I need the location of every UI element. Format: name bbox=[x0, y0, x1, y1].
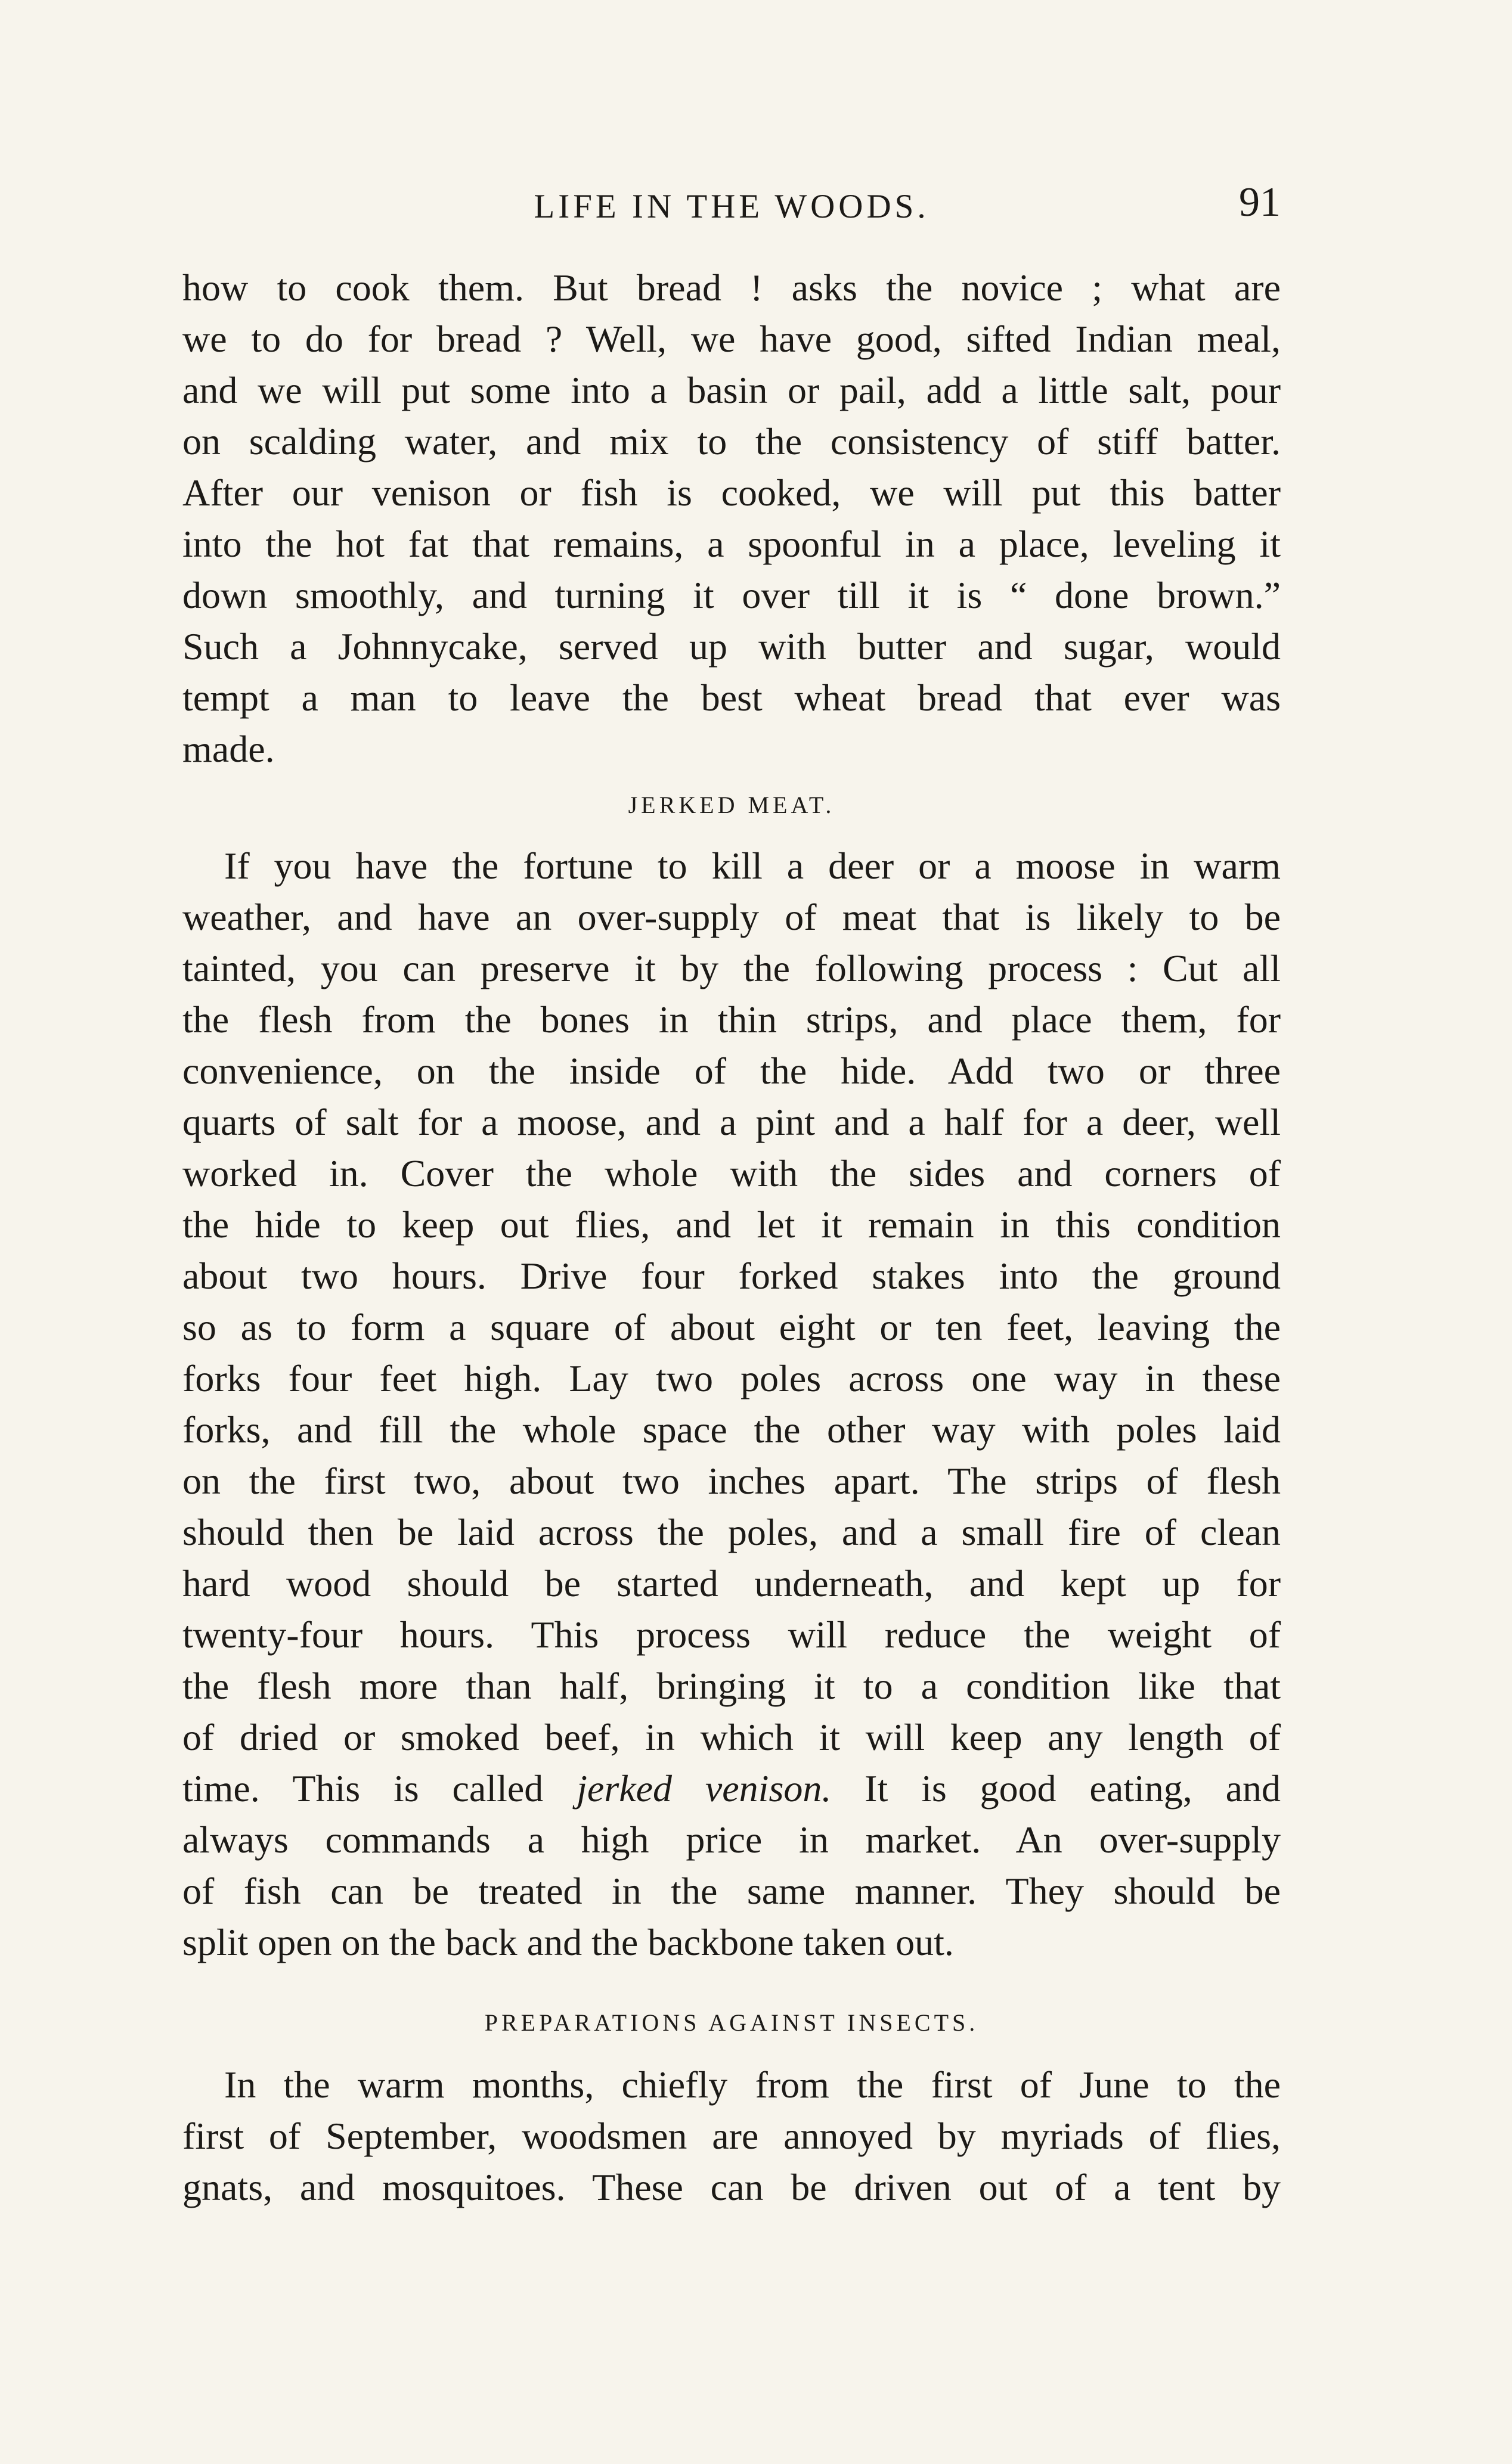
text-line: down smoothly, and turning it over till it is “ done brown.” bbox=[182, 574, 1281, 616]
text-line: we to do for bread ? Well, we have good, sifted Indian meal, bbox=[182, 318, 1281, 360]
text-line: how to cook them. But bread ! asks the novice ; what are bbox=[182, 266, 1281, 309]
text-line: tempt a man to leave the best wheat bread that ever was bbox=[182, 676, 1281, 719]
text-line-jerked-venison bbox=[182, 1763, 1281, 1814]
paragraph-insects bbox=[182, 2059, 1281, 2213]
text-line: of fish can be treated in the same manner. They should be bbox=[182, 1870, 1281, 1912]
text-line: first of September, woodsmen are annoyed by myriads of flies, bbox=[182, 2115, 1281, 2157]
text-line: the flesh from the bones in thin strips, and place them, for bbox=[182, 998, 1281, 1041]
text-line: should then be laid across the poles, and a small fire of clean bbox=[182, 1511, 1281, 1553]
paragraph-johnnycake bbox=[182, 262, 1281, 775]
text-line: quarts of salt for a moose, and a pint and a half for a deer, well bbox=[182, 1101, 1281, 1143]
text-line: of dried or smoked beef, in which it will keep any length of bbox=[182, 1716, 1281, 1758]
text-line: on scalding water, and mix to the consistency of stiff batter. bbox=[182, 420, 1281, 463]
text-line: and we will put some into a basin or pail, add a little salt, pour bbox=[182, 369, 1281, 411]
text-line: In the warm months, chiefly from the first of June to the bbox=[224, 2063, 1281, 2106]
text-line: split open on the back and the backbone taken out. bbox=[182, 1921, 954, 1963]
text-line: so as to form a square of about eight or ten feet, leaving the bbox=[182, 1306, 1281, 1348]
text-line: the hide to keep out flies, and let it remain in this condition bbox=[182, 1203, 1281, 1246]
section-heading-insects: PREPARATIONS AGAINST INSECTS. bbox=[484, 2009, 979, 2036]
text-line: forks, and fill the whole space the other way with poles laid bbox=[182, 1408, 1281, 1451]
text-line: worked in. Cover the whole with the sides and corners of bbox=[182, 1152, 1281, 1194]
text-line: on the first two, about two inches apart. The strips of flesh bbox=[182, 1460, 1281, 1502]
text-line: always commands a high price in market. An over-supply bbox=[182, 1818, 1281, 1861]
text-line: made. bbox=[182, 728, 275, 770]
text-line: hard wood should be started underneath, and kept up for bbox=[182, 1562, 1281, 1605]
text-line: twenty-four hours. This process will reduce the weight of bbox=[182, 1613, 1281, 1656]
text-line: convenience, on the inside of the hide. Add two or three bbox=[182, 1050, 1281, 1092]
italic-term: jerked venison. bbox=[577, 1767, 832, 1810]
text-line: If you have the fortune to kill a deer or a moose in warm bbox=[224, 845, 1281, 887]
text-line: the flesh more than half, bringing it to a condition like that bbox=[182, 1665, 1281, 1707]
text-line: gnats, and mosquitoes. These can be driven out of a tent by bbox=[182, 2166, 1281, 2208]
paragraph-jerked-meat bbox=[182, 840, 1281, 1968]
running-head bbox=[182, 179, 1281, 244]
text-line: into the hot fat that remains, a spoonful in a place, leveling it bbox=[182, 523, 1281, 565]
text-line: Such a Johnnycake, served up with butter and sugar, would bbox=[182, 625, 1281, 668]
text-line: weather, and have an over-supply of meat that is likely to be bbox=[182, 896, 1281, 938]
text-line: about two hours. Drive four forked stakes into the ground bbox=[182, 1255, 1281, 1297]
page-number: 91 bbox=[1239, 179, 1281, 225]
text-line: forks four feet high. Lay two poles across one way in these bbox=[182, 1357, 1281, 1399]
running-title: LIFE IN THE WOODS. bbox=[534, 188, 929, 225]
section-heading-jerked-meat: JERKED MEAT. bbox=[628, 792, 835, 818]
text-line: tainted, you can preserve it by the following process : Cut all bbox=[182, 947, 1281, 989]
text-fragment: time. This is called bbox=[182, 1767, 577, 1810]
text-fragment: It is good eating, and bbox=[831, 1767, 1281, 1810]
text-line: After our venison or fish is cooked, we will put this batter bbox=[182, 471, 1281, 514]
